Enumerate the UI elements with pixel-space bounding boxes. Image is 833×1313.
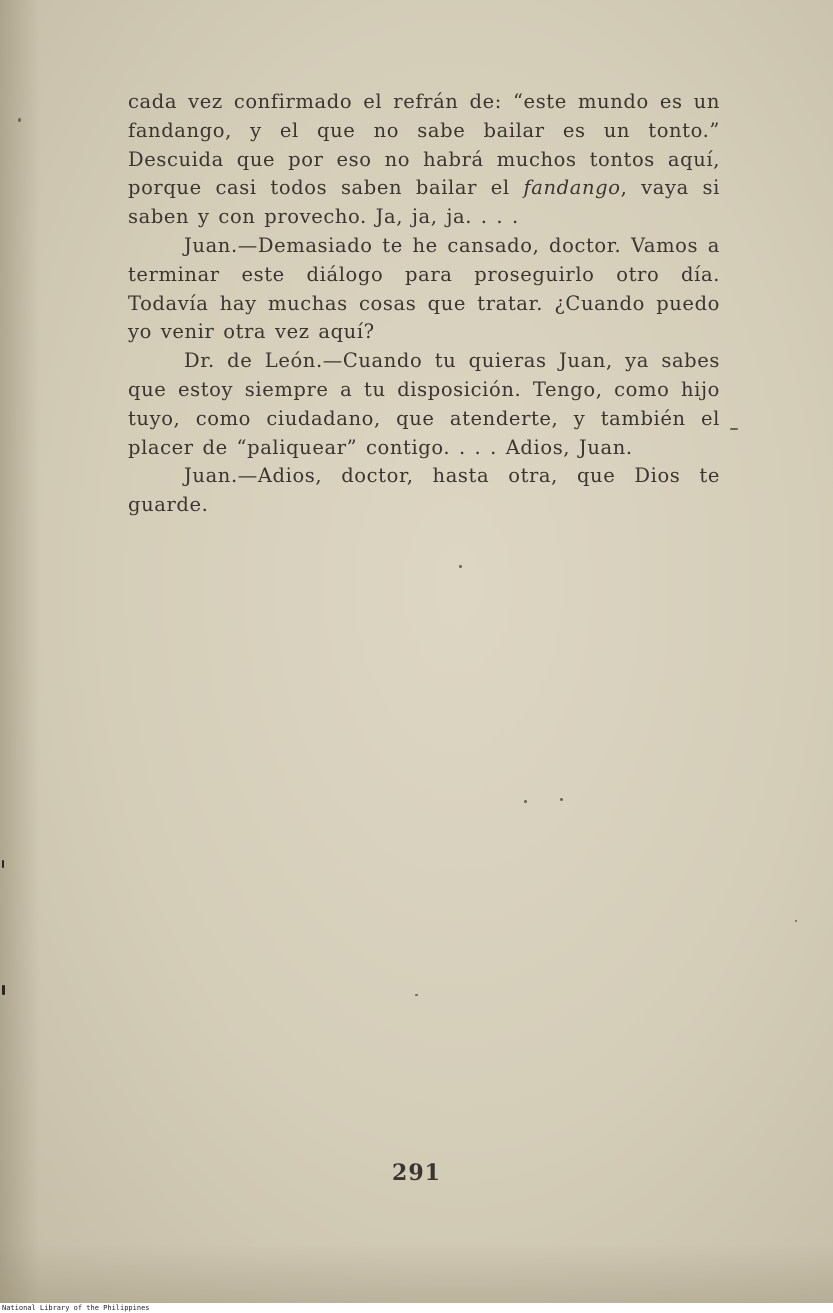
- paper-speck: [524, 800, 527, 803]
- paragraph-4: [128, 462, 720, 520]
- paper-speck: [459, 565, 462, 568]
- body-text: [128, 88, 720, 520]
- paragraph-1: [128, 88, 720, 232]
- paper-speck: [2, 985, 5, 995]
- paragraph-4-text: Juan.—Adios, doctor, hasta otra, que Dios te guarde.: [128, 464, 720, 517]
- paragraph-3: [128, 347, 720, 462]
- paragraph-2: [128, 232, 720, 347]
- paragraph-2-text: Juan.—Demasiado te he cansado, doctor. Vamos a terminar este diálogo para proseguirlo otro día. Todavía hay muchas cosas que tratar. ¿Cuando puedo yo venir otra vez aquí?: [128, 233, 720, 344]
- paragraph-1-part-3: , vaya si saben y con provecho. Ja, ja, ja. . . .: [128, 176, 720, 229]
- paper-speck: [795, 920, 797, 922]
- paragraph-3-text: Dr. de León.—Cuando tu quieras Juan, ya sabes que estoy siempre a tu disposición. Tengo, como hijo tuyo, como ciudadano, que atenderte, y también el placer de “paliquear” contigo. . . . Adios, Juan.: [128, 349, 720, 459]
- paragraph-1-part-1: cada vez confirmado el refrán de: “este mundo es un fandango, y el que no sabe bailar es un tonto.” Descuida que por eso no habrá muchos tontos aquí, porque casi todos saben bailar el: [128, 90, 720, 200]
- paper-speck: [2, 860, 4, 868]
- footer-credit: National Library of the Philippines: [2, 1304, 150, 1312]
- page-number: 291: [392, 1160, 441, 1186]
- paper-speck: [18, 118, 21, 122]
- paper-speck: [415, 994, 418, 996]
- paragraph-1-italic-fandango: fandango: [523, 176, 621, 200]
- paper-speck: [730, 428, 738, 430]
- paper-speck: [560, 798, 563, 801]
